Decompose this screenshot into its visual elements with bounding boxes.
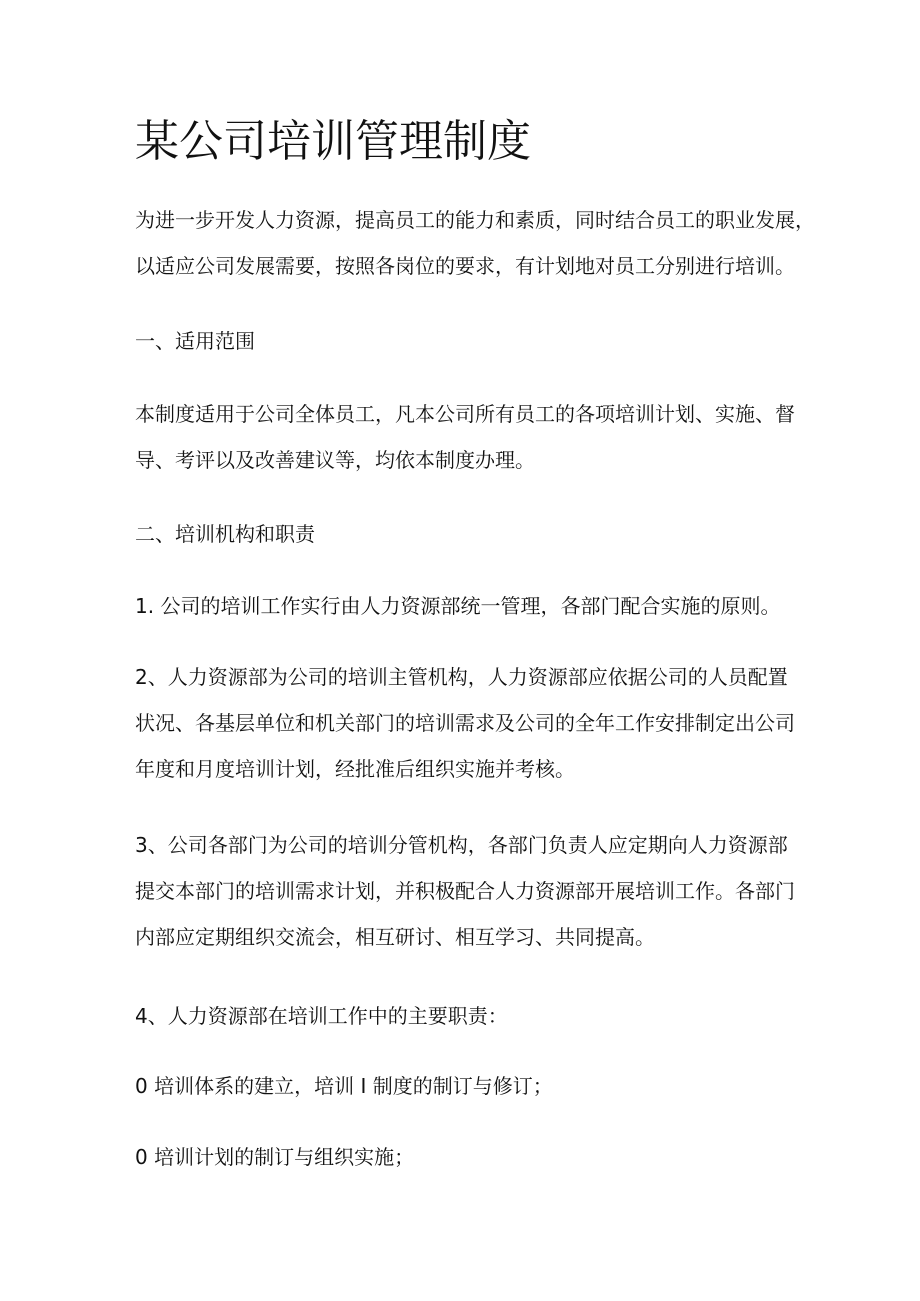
item2-line-1: 2、人力资源部为公司的培训主管机构，人力资源部应依据公司的人员配置 [135, 665, 788, 689]
section1-heading: 一、适用范围 [135, 329, 255, 353]
section2-item-1: 1. 公司的培训工作实行由人力资源部统一管理，各部门配合实施的原则。 [135, 594, 781, 618]
intro-line-1: 为进一步开发人力资源，提高员工的能力和素质，同时结合员工的职业发展， [135, 208, 815, 232]
sub-item-2: 0 培训计划的制订与组织实施； [135, 1145, 415, 1169]
item3-line-3: 内部应定期组织交流会，相互研讨、相互学习、共同提高。 [135, 925, 655, 949]
item3-line-1: 3、公司各部门为公司的培训分管机构，各部门负责人应定期向人力资源部 [135, 833, 788, 857]
item2-line-3: 年度和月度培训计划，经批准后组织实施并考核。 [135, 757, 575, 781]
section1-body-line-2: 导、考评以及改善建议等，均依本制度办理。 [135, 448, 535, 472]
section2-item-2 [135, 654, 795, 792]
sub-item-1: 0 培训体系的建立，培训 I 制度的制订与修订； [135, 1074, 553, 1098]
section2-heading: 二、培训机构和职责 [135, 522, 315, 546]
intro-line-2: 以适应公司发展需要，按照各岗位的要求，有计划地对员工分别进行培训。 [135, 254, 795, 278]
section1-body-line-1: 本制度适用于公司全体员工，凡本公司所有员工的各项培训计划、实施、督 [135, 402, 795, 426]
item2-line-2: 状况、各基层单位和机关部门的培训需求及公司的全年工作安排制定出公司 [135, 711, 795, 735]
page-title: 某公司培训管理制度 [135, 116, 531, 167]
intro-paragraph [135, 197, 815, 289]
section1-body [135, 391, 795, 483]
section2-item-3 [135, 822, 795, 960]
item3-line-2: 提交本部门的培训需求计划，并积极配合人力资源部开展培训工作。各部门 [135, 879, 795, 903]
section2-item-4: 4、人力资源部在培训工作中的主要职责： [135, 1004, 508, 1028]
